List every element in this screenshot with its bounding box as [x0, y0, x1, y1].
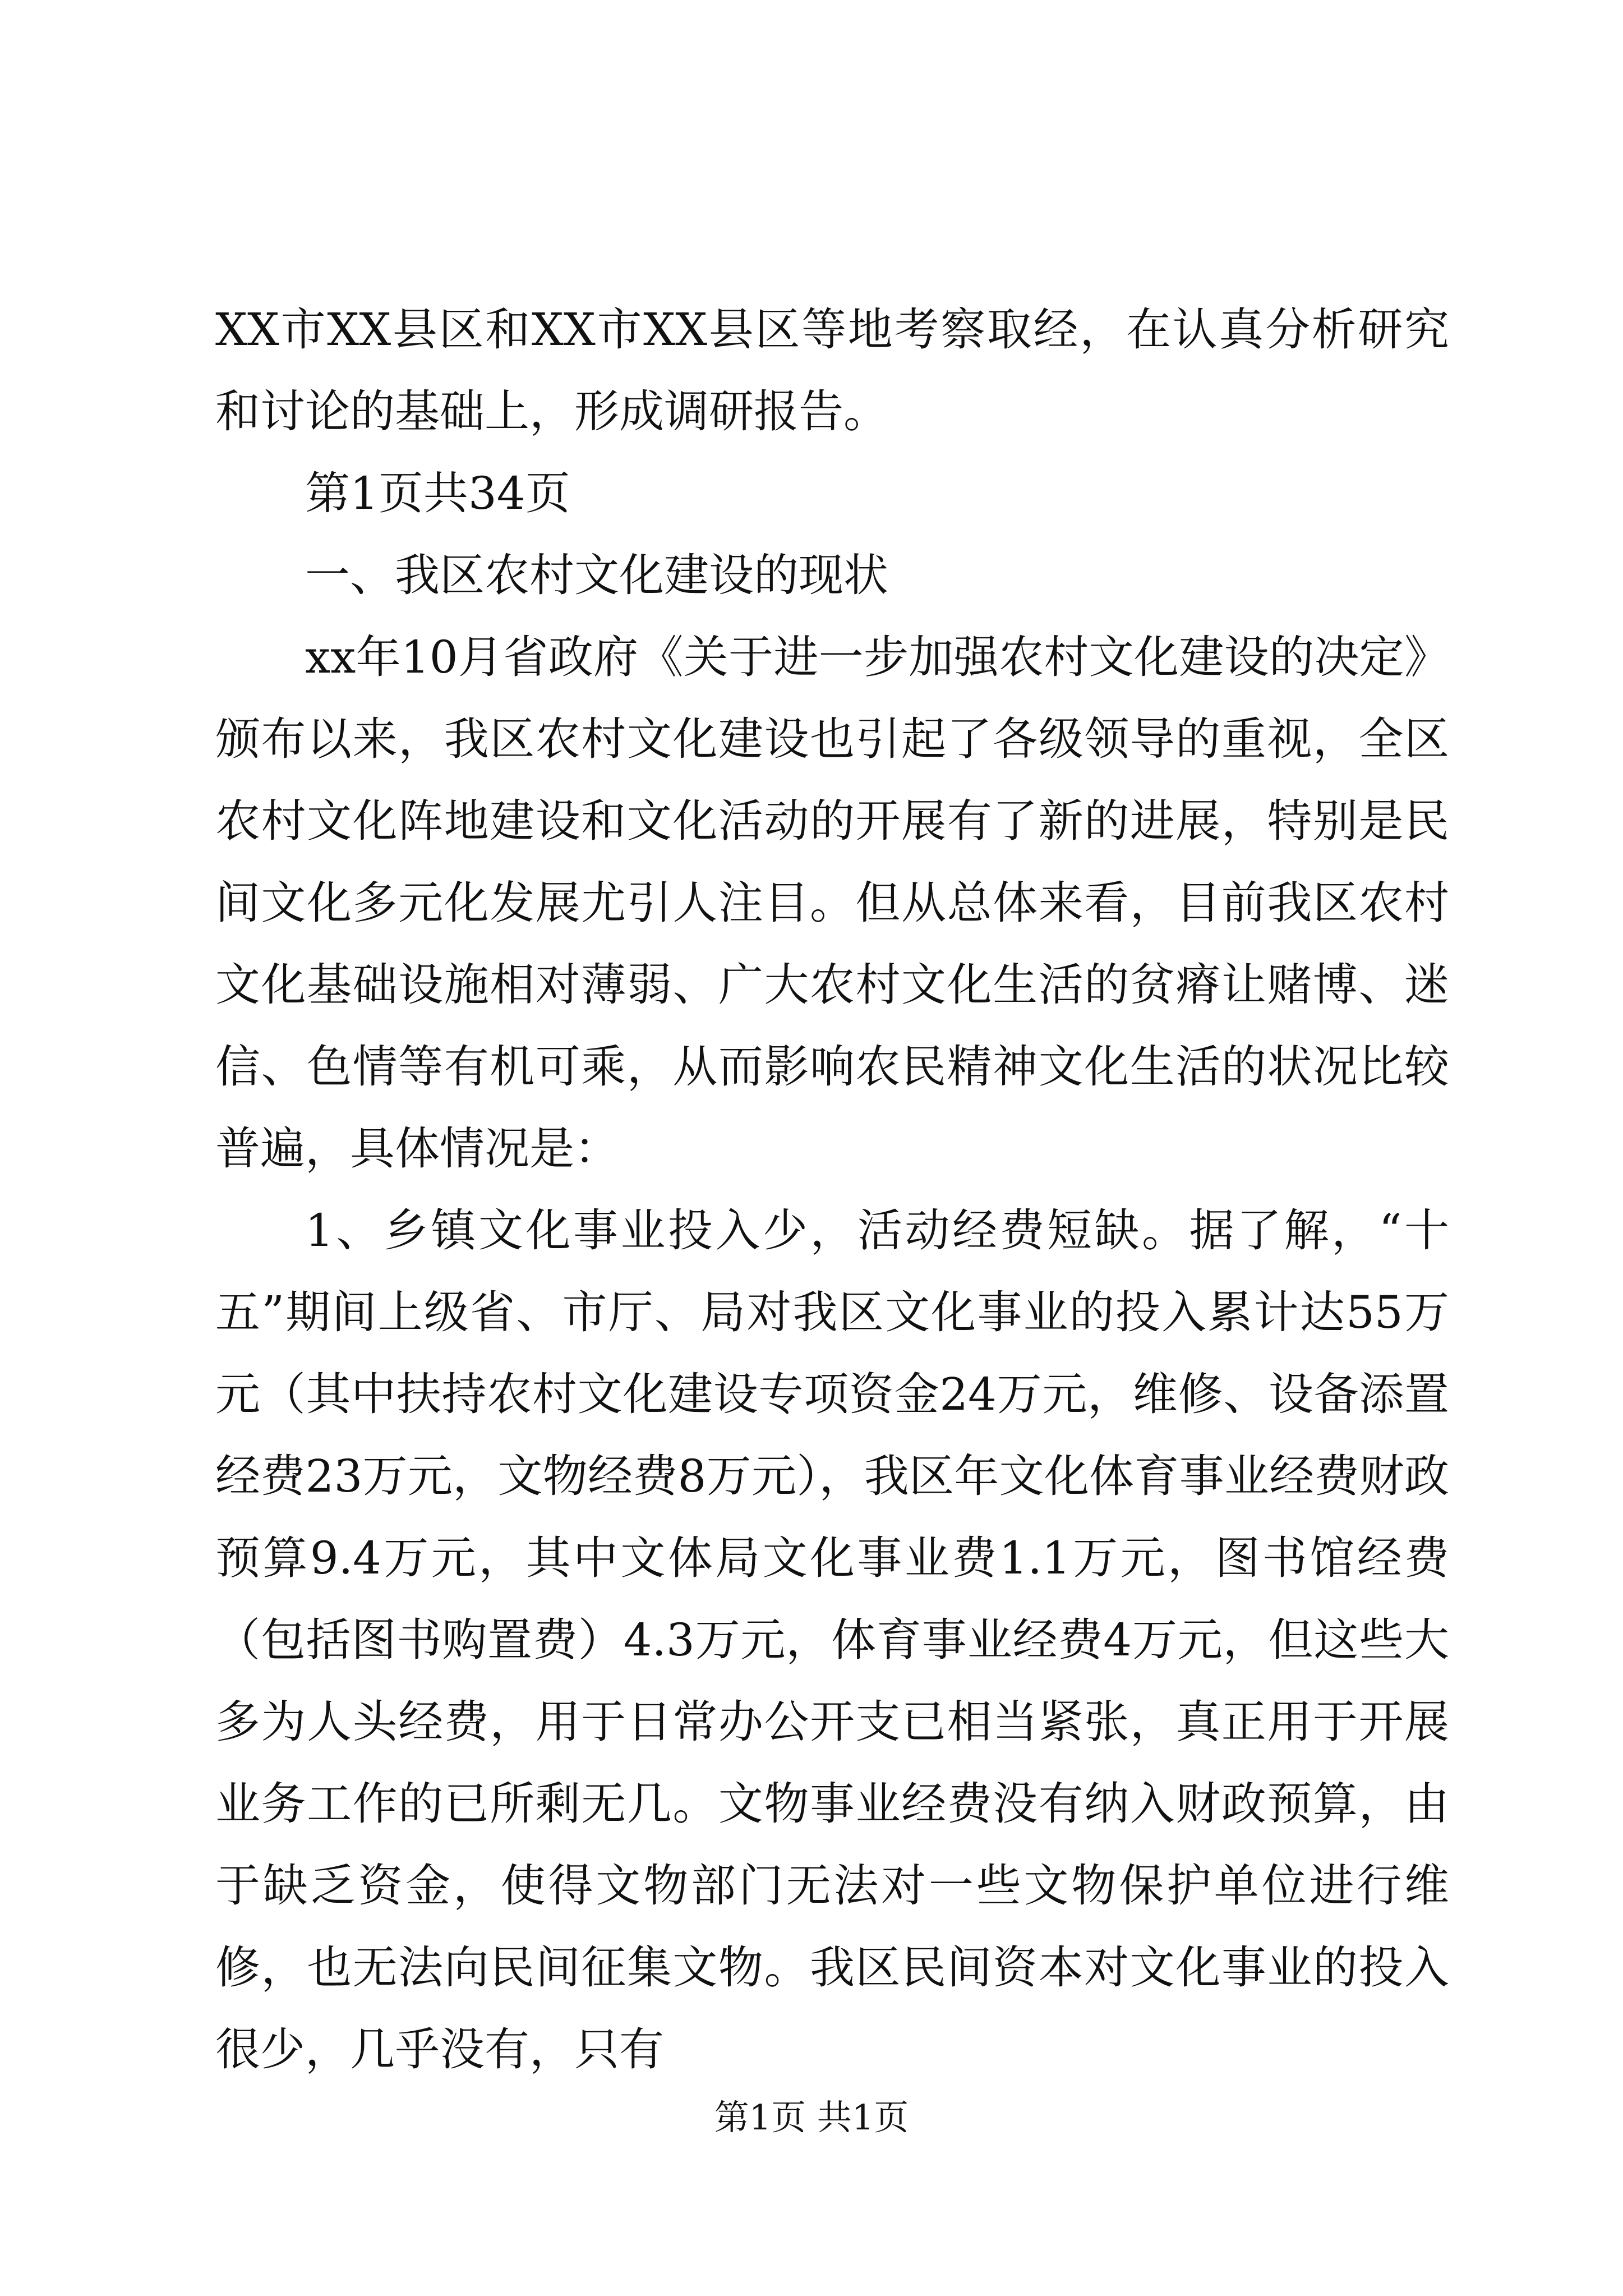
paragraph-4: 1、乡镇文化事业投入少，活动经费短缺。据了解，“十五”期间上级省、市厅、局对我区文化事业的投入累计达55万元（其中扶持农村文化建设专项资金24万元，维修、设备添置经费23万元，文物经费8万元），我区年文化体育事业经费财政预算9.4万元，其中文体局文化事业费1.1万元，图书馆经费（包括图书购置费）4.3万元，体育事业经费4万元，但这些大多为人头经费，用于日常办公开支已相当紧张，真正用于开展业务工作的已所剩无几。文物事业经费没有纳入财政预算，由于缺乏资金，使得文物部门无法对一些文物保护单位进行维修，也无法向民间征集文物。我区民间资本对文化事业的投入很少，几乎没有，只有 — [215, 1204, 1449, 2076]
section-heading: 一、我区农村文化建设的现状 — [305, 549, 888, 601]
paragraph-3: xx年10月省政府《关于进一步加强农村文化建设的决定》颁布以来，我区农村文化建设也引起了各级领导的重视，全区农村文化阵地建设和文化活动的开展有了新的进展，特别是民间文化多元化发展尤引人注目。但从总体来看，目前我区农村文化基础设施相对薄弱、广大农村文化生活的贫瘠让赌博、迷信、色情等有机可乘，从而影响农民精神文化生活的状况比较普遍，具体情况是： — [215, 631, 1449, 1175]
page-footer: 第1页 共1页 — [714, 2097, 909, 2138]
document-body — [215, 289, 1449, 2091]
paragraph-page-count: 第1页共34页 — [305, 467, 570, 519]
paragraph-1: XX市XX县区和XX市XX县区等地考察取经，在认真分析研究和讨论的基础上，形成调研报告。 — [215, 303, 1449, 438]
